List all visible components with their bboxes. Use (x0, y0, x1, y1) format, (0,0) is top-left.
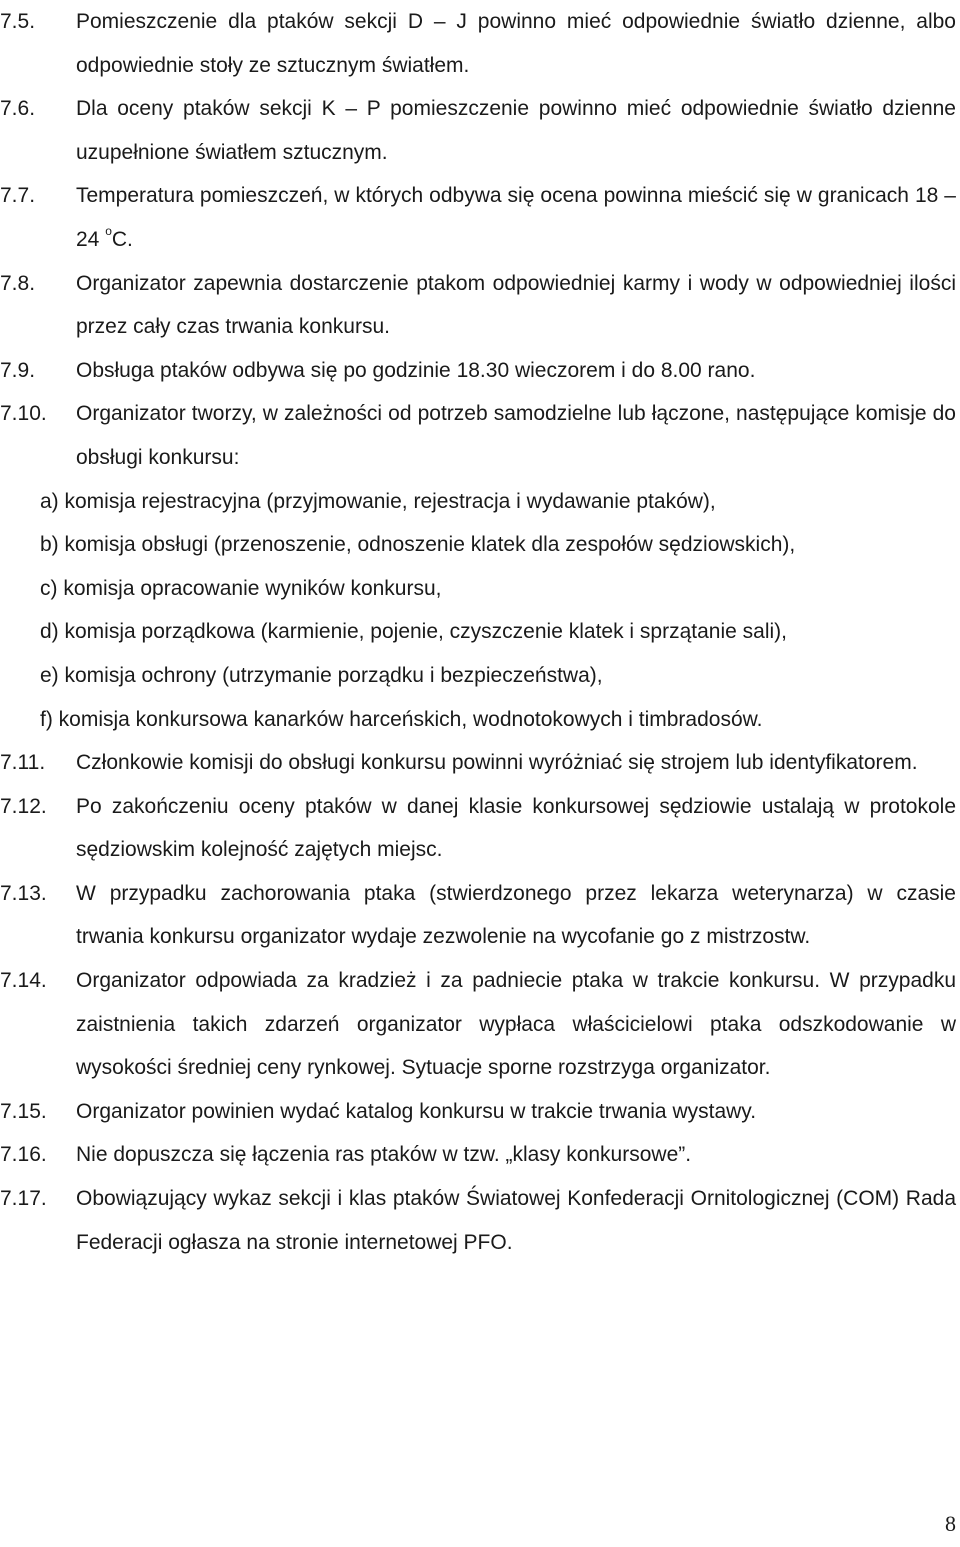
regulation-item-7-15 (0, 1090, 960, 1134)
item-number: 7.14. (0, 969, 47, 993)
regulation-item-7-7 (0, 174, 960, 261)
item-text: Organizator powinien wydać katalog konkursu w trakcie trwania wystawy. (76, 1099, 757, 1123)
degree-superscript: o (105, 223, 112, 238)
item-number: 7.15. (0, 1099, 47, 1123)
regulation-item-7-6 (0, 87, 960, 174)
regulation-item-7-16 (0, 1133, 960, 1177)
item-number: 7.7. (0, 184, 36, 208)
item-text: Nie dopuszcza się łączenia ras ptaków w tzw. „klasy konkursowe”. (76, 1143, 692, 1167)
item-text: Członkowie komisji do obsługi konkursu powinni wyróżniać się strojem lub identyfikatorem. (76, 751, 918, 775)
item-text: Obowiązujący wykaz sekcji i klas ptaków Światowej Konfederacji Ornitologicznej (COM) Rada Federacji ogłasza na stronie internetowej PFO. (76, 1187, 956, 1254)
regulation-item-7-12 (0, 785, 960, 872)
list-item: e) komisja ochrony (utrzymanie porządku i bezpieczeństwa), (40, 663, 603, 687)
item-number: 7.13. (0, 881, 47, 905)
list-item: c) komisja opracowanie wyników konkursu, (40, 576, 442, 600)
item-text-unit: C. (111, 227, 133, 251)
regulation-item-7-14 (0, 959, 960, 1090)
item-number: 7.11. (0, 751, 46, 775)
page-number: 8 (945, 1511, 956, 1536)
item-text: Po zakończeniu oceny ptaków w danej klasie konkursowej sędziowie ustalają w protokole sędziowskim kolejność zajętych miejsc. (76, 794, 956, 862)
item-text: W przypadku zachorowania ptaka (stwierdzonego przez lekarza weterynarza) w czasie trwania konkursu organizator wydaje zezwolenie na wycofanie go z mistrzostw. (76, 881, 956, 949)
item-number: 7.17. (0, 1187, 47, 1211)
item-number: 7.10. (0, 402, 47, 426)
item-text (76, 174, 960, 261)
regulation-item-7-9 (0, 349, 960, 393)
regulation-item-7-10 (0, 392, 960, 479)
item-text-main: Temperatura pomieszczeń, w których odbywa się ocena powinna mieścić się w granicach 18 – 24 (76, 184, 956, 251)
item-number: 7.12. (0, 794, 47, 818)
item-number: 7.6. (0, 97, 36, 121)
list-item: b) komisja obsługi (przenoszenie, odnoszenie klatek dla zespołów sędziowskich), (40, 533, 796, 557)
commission-list (0, 480, 960, 742)
list-item: f) komisja konkursowa kanarków harceńskich, wodnotokowych i timbradosów. (40, 707, 763, 731)
list-item: a) komisja rejestracyjna (przyjmowanie, rejestracja i wydawanie ptaków), (40, 489, 716, 513)
regulation-item-7-11 (0, 741, 960, 785)
item-text: Dla oceny ptaków sekcji K – P pomieszczenie powinno mieć odpowiednie światło dzienne uzupełnione światłem sztucznym. (76, 97, 956, 164)
item-number: 7.16. (0, 1143, 47, 1167)
regulation-item-7-13 (0, 872, 960, 959)
item-text: Obsługa ptaków odbywa się po godzinie 18.30 wieczorem i do 8.00 rano. (76, 358, 756, 382)
item-text: Organizator odpowiada za kradzież i za padniecie ptaka w trakcie konkursu. W przypadku zaistnienia takich zdarzeń organizator wypłaca właścicielowi ptaka odszkodowanie w wysokości średniej ceny rynkowej. Sytuacje sporne rozstrzyga organizator. (76, 969, 956, 1080)
regulation-item-7-17 (0, 1177, 960, 1264)
item-text: Organizator zapewnia dostarczenie ptakom odpowiedniej karmy i wody w odpowiedniej ilości przez cały czas trwania konkursu. (76, 271, 956, 339)
item-text: Pomieszczenie dla ptaków sekcji D – J powinno mieć odpowiednie światło dzienne, albo odpowiednie stoły ze sztucznym światłem. (76, 10, 956, 77)
regulation-item-7-5 (0, 0, 960, 87)
item-number: 7.8. (0, 271, 36, 295)
item-number: 7.9. (0, 358, 36, 382)
item-number: 7.5. (0, 10, 36, 33)
regulation-item-7-8 (0, 262, 960, 349)
item-text: Organizator tworzy, w zależności od potrzeb samodzielne lub łączone, następujące komisje do obsługi konkursu: (76, 402, 956, 469)
list-item: d) komisja porządkowa (karmienie, pojenie, czyszczenie klatek i sprzątanie sali), (40, 620, 787, 644)
